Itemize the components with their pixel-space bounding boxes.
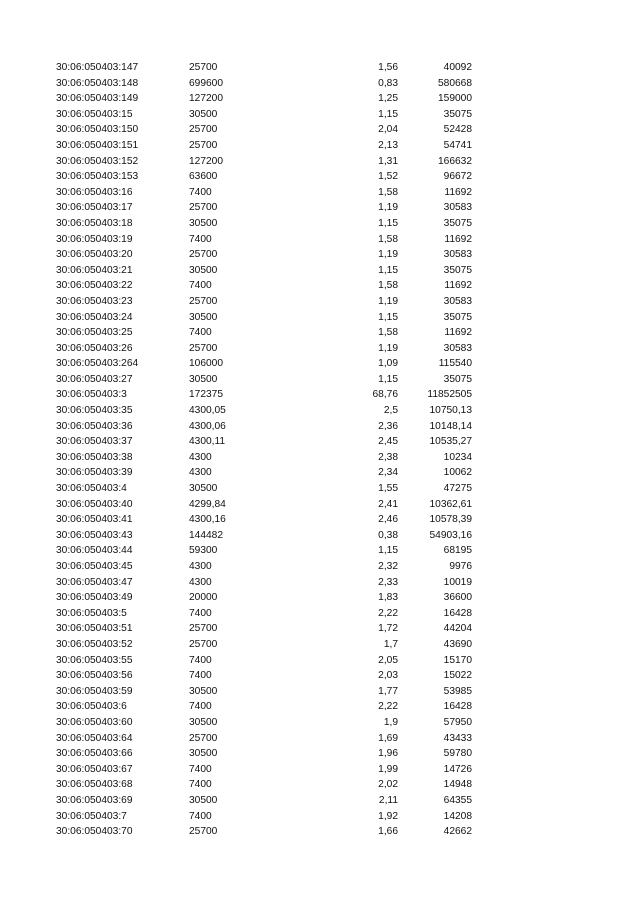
table-row bbox=[0, 341, 640, 357]
cadastral-number-cell: 30:06:050403:25 bbox=[56, 327, 133, 339]
cadastral-number-cell: 30:06:050403:64 bbox=[56, 732, 133, 744]
coefficient-cell: 2,36 bbox=[378, 420, 398, 432]
value-cell: 106000 bbox=[189, 358, 223, 370]
cadastral-number-cell: 30:06:050403:55 bbox=[56, 654, 133, 666]
value-cell: 4300 bbox=[189, 451, 212, 463]
total-cell: 11692 bbox=[444, 233, 472, 245]
value-cell: 4300 bbox=[189, 561, 212, 572]
total-cell: 10234 bbox=[443, 451, 472, 463]
value-cell: 30500 bbox=[189, 794, 218, 806]
cadastral-number-cell: 30:06:050403:41 bbox=[56, 514, 133, 526]
cadastral-number-cell: 30:06:050403:67 bbox=[56, 763, 133, 775]
table-row bbox=[0, 325, 640, 341]
value-cell: 63600 bbox=[189, 171, 218, 183]
cadastral-number-cell: 30:06:050403:20 bbox=[56, 249, 133, 261]
total-cell: 53985 bbox=[443, 685, 472, 697]
total-cell: 15170 bbox=[443, 654, 472, 666]
value-cell: 25700 bbox=[189, 249, 218, 261]
cadastral-number-cell: 30:06:050403:15 bbox=[56, 108, 133, 120]
value-cell: 4300,16 bbox=[189, 514, 226, 526]
coefficient-cell: 1,72 bbox=[378, 623, 398, 635]
table-row bbox=[0, 497, 640, 513]
table-row bbox=[0, 216, 640, 232]
table-row bbox=[0, 122, 640, 138]
table-row bbox=[0, 60, 640, 76]
cadastral-number-cell: 30:06:050403:147 bbox=[56, 62, 139, 73]
total-cell: 166632 bbox=[438, 155, 472, 167]
cadastral-number-cell: 30:06:050403:37 bbox=[56, 436, 133, 448]
cadastral-number-cell: 30:06:050403:22 bbox=[56, 280, 133, 292]
coefficient-cell: 1,9 bbox=[383, 716, 398, 728]
table-row bbox=[0, 637, 640, 653]
total-cell: 68195 bbox=[443, 545, 472, 557]
total-cell: 30583 bbox=[443, 202, 472, 214]
table-row bbox=[0, 450, 640, 466]
cadastral-number-cell: 30:06:050403:21 bbox=[56, 264, 133, 276]
total-cell: 11692 bbox=[444, 280, 472, 292]
value-cell: 30500 bbox=[189, 483, 218, 495]
cadastral-number-cell: 30:06:050403:43 bbox=[56, 529, 133, 541]
cadastral-number-cell: 30:06:050403:36 bbox=[56, 420, 133, 432]
coefficient-cell: 2,34 bbox=[378, 467, 398, 479]
total-cell: 30583 bbox=[443, 249, 472, 261]
coefficient-cell: 2,02 bbox=[378, 779, 398, 791]
cadastral-number-cell: 30:06:050403:152 bbox=[56, 155, 139, 167]
cadastral-number-cell: 30:06:050403:27 bbox=[56, 373, 133, 385]
value-cell: 30500 bbox=[189, 685, 218, 697]
cadastral-number-cell: 30:06:050403:38 bbox=[56, 451, 133, 463]
coefficient-cell: 2,03 bbox=[378, 670, 398, 682]
coefficient-cell: 1,15 bbox=[378, 545, 398, 557]
total-cell: 14726 bbox=[443, 763, 472, 775]
coefficient-cell: 2,5 bbox=[383, 405, 398, 417]
cadastral-number-cell: 30:06:050403:44 bbox=[56, 545, 133, 557]
total-cell: 54903,16 bbox=[429, 529, 472, 541]
cadastral-number-cell: 30:06:050403:35 bbox=[56, 405, 133, 417]
table-row bbox=[0, 138, 640, 154]
value-cell: 7400 bbox=[189, 779, 212, 791]
cadastral-number-cell: 30:06:050403:151 bbox=[56, 139, 139, 151]
cadastral-number-cell: 30:06:050403:39 bbox=[56, 467, 133, 479]
value-cell: 7400 bbox=[189, 233, 212, 245]
total-cell: 9976 bbox=[449, 561, 472, 572]
total-cell: 52428 bbox=[443, 124, 472, 136]
total-cell: 14948 bbox=[443, 779, 472, 791]
table-row bbox=[0, 559, 640, 575]
value-cell: 25700 bbox=[189, 623, 218, 635]
coefficient-cell: 1,69 bbox=[378, 732, 398, 744]
coefficient-cell: 1,19 bbox=[378, 295, 398, 307]
value-cell: 7400 bbox=[189, 607, 212, 619]
coefficient-cell: 2,04 bbox=[378, 124, 398, 136]
total-cell: 54741 bbox=[443, 139, 472, 151]
value-cell: 30500 bbox=[189, 716, 218, 728]
cadastral-number-cell: 30:06:050403:49 bbox=[56, 592, 133, 604]
value-cell: 172375 bbox=[189, 389, 223, 401]
value-cell: 30500 bbox=[189, 264, 218, 276]
coefficient-cell: 0,38 bbox=[378, 529, 398, 541]
coefficient-cell: 1,19 bbox=[378, 249, 398, 261]
table-row bbox=[0, 668, 640, 684]
coefficient-cell: 1,58 bbox=[378, 280, 398, 292]
total-cell: 43433 bbox=[443, 732, 472, 744]
table-row bbox=[0, 387, 640, 403]
cadastral-number-cell: 30:06:050403:6 bbox=[56, 701, 127, 713]
value-cell: 7400 bbox=[189, 670, 212, 682]
coefficient-cell: 1,25 bbox=[378, 93, 398, 105]
table-row bbox=[0, 575, 640, 591]
coefficient-cell: 1,15 bbox=[378, 217, 398, 229]
total-cell: 10062 bbox=[443, 467, 472, 479]
table-row bbox=[0, 653, 640, 669]
total-cell: 115540 bbox=[438, 358, 472, 370]
value-cell: 30500 bbox=[189, 108, 218, 120]
cadastral-number-cell: 30:06:050403:70 bbox=[56, 826, 133, 838]
coefficient-cell: 2,22 bbox=[378, 607, 398, 619]
cadastral-number-cell: 30:06:050403:66 bbox=[56, 748, 133, 760]
cadastral-number-cell: 30:06:050403:26 bbox=[56, 342, 133, 354]
table-row bbox=[0, 263, 640, 279]
table-row bbox=[0, 247, 640, 263]
value-cell: 25700 bbox=[189, 124, 218, 136]
table-row bbox=[0, 684, 640, 700]
total-cell: 35075 bbox=[443, 264, 472, 276]
value-cell: 127200 bbox=[189, 93, 223, 105]
total-cell: 580668 bbox=[438, 77, 472, 89]
total-cell: 30583 bbox=[443, 295, 472, 307]
table-row bbox=[0, 606, 640, 622]
total-cell: 159000 bbox=[438, 93, 472, 105]
cadastral-number-cell: 30:06:050403:150 bbox=[56, 124, 139, 136]
cadastral-number-cell: 30:06:050403:69 bbox=[56, 794, 133, 806]
table-row bbox=[0, 107, 640, 123]
table-row bbox=[0, 699, 640, 715]
total-cell: 35075 bbox=[443, 373, 472, 385]
coefficient-cell: 2,46 bbox=[378, 514, 398, 526]
value-cell: 699600 bbox=[189, 77, 223, 89]
total-cell: 15022 bbox=[443, 670, 472, 682]
coefficient-cell: 1,99 bbox=[378, 763, 398, 775]
cadastral-number-cell: 30:06:050403:68 bbox=[56, 779, 133, 791]
coefficient-cell: 1,7 bbox=[383, 638, 398, 650]
table-row bbox=[0, 528, 640, 544]
total-cell: 43690 bbox=[443, 638, 472, 650]
coefficient-cell: 1,15 bbox=[378, 264, 398, 276]
cadastral-number-cell: 30:06:050403:148 bbox=[56, 77, 139, 89]
coefficient-cell: 2,33 bbox=[378, 576, 398, 588]
value-cell: 25700 bbox=[189, 139, 218, 151]
total-cell: 40092 bbox=[443, 62, 472, 73]
total-cell: 11692 bbox=[444, 327, 472, 339]
cadastral-number-cell: 30:06:050403:153 bbox=[56, 171, 139, 183]
value-cell: 7400 bbox=[189, 327, 212, 339]
total-cell: 10578,39 bbox=[429, 514, 472, 526]
value-cell: 25700 bbox=[189, 202, 218, 214]
table-row bbox=[0, 372, 640, 388]
value-cell: 25700 bbox=[189, 638, 218, 650]
total-cell: 14208 bbox=[443, 810, 472, 822]
total-cell: 11692 bbox=[444, 186, 472, 198]
value-cell: 7400 bbox=[189, 763, 212, 775]
total-cell: 44204 bbox=[443, 623, 472, 635]
coefficient-cell: 1,96 bbox=[378, 748, 398, 760]
value-cell: 7400 bbox=[189, 810, 212, 822]
coefficient-cell: 2,32 bbox=[378, 561, 398, 572]
coefficient-cell: 1,66 bbox=[378, 826, 398, 838]
total-cell: 64355 bbox=[443, 794, 472, 806]
value-cell: 4300,05 bbox=[189, 405, 226, 417]
table-row bbox=[0, 169, 640, 185]
table-row bbox=[0, 76, 640, 92]
cadastral-number-cell: 30:06:050403:7 bbox=[56, 810, 127, 822]
coefficient-cell: 2,05 bbox=[378, 654, 398, 666]
value-cell: 30500 bbox=[189, 748, 218, 760]
value-cell: 25700 bbox=[189, 826, 218, 838]
coefficient-cell: 2,11 bbox=[378, 794, 398, 806]
cadastral-number-cell: 30:06:050403:4 bbox=[56, 483, 127, 495]
value-cell: 20000 bbox=[189, 592, 218, 604]
value-cell: 4300 bbox=[189, 576, 212, 588]
value-cell: 30500 bbox=[189, 373, 218, 385]
total-cell: 16428 bbox=[443, 607, 472, 619]
coefficient-cell: 1,83 bbox=[378, 592, 398, 604]
total-cell: 59780 bbox=[443, 748, 472, 760]
value-cell: 4300,06 bbox=[189, 420, 226, 432]
coefficient-cell: 1,56 bbox=[378, 62, 398, 73]
coefficient-cell: 1,19 bbox=[378, 342, 398, 354]
table-row bbox=[0, 731, 640, 747]
total-cell: 10019 bbox=[443, 576, 472, 588]
cadastral-number-cell: 30:06:050403:51 bbox=[56, 623, 133, 635]
value-cell: 4300 bbox=[189, 467, 212, 479]
table-row bbox=[0, 824, 640, 840]
table-row bbox=[0, 91, 640, 107]
table-row bbox=[0, 356, 640, 372]
total-cell: 36600 bbox=[443, 592, 472, 604]
total-cell: 35075 bbox=[443, 217, 472, 229]
total-cell: 35075 bbox=[443, 311, 472, 323]
table-row bbox=[0, 185, 640, 201]
cadastral-number-cell: 30:06:050403:24 bbox=[56, 311, 133, 323]
coefficient-cell: 1,15 bbox=[378, 108, 398, 120]
cadastral-number-cell: 30:06:050403:56 bbox=[56, 670, 133, 682]
table-row bbox=[0, 543, 640, 559]
cadastral-number-cell: 30:06:050403:23 bbox=[56, 295, 133, 307]
cadastral-number-cell: 30:06:050403:19 bbox=[56, 233, 133, 245]
value-cell: 144482 bbox=[189, 529, 223, 541]
total-cell: 10362,61 bbox=[429, 498, 472, 510]
total-cell: 57950 bbox=[443, 716, 472, 728]
cadastral-number-cell: 30:06:050403:52 bbox=[56, 638, 133, 650]
cadastral-number-cell: 30:06:050403:17 bbox=[56, 202, 133, 214]
table-row bbox=[0, 403, 640, 419]
table-row bbox=[0, 294, 640, 310]
table-row bbox=[0, 621, 640, 637]
coefficient-cell: 68,76 bbox=[372, 389, 398, 401]
value-cell: 7400 bbox=[189, 186, 212, 198]
cadastral-number-cell: 30:06:050403:18 bbox=[56, 217, 133, 229]
table-row bbox=[0, 746, 640, 762]
value-cell: 7400 bbox=[189, 654, 212, 666]
coefficient-cell: 2,13 bbox=[378, 139, 398, 151]
total-cell: 10535,27 bbox=[429, 436, 472, 448]
total-cell: 10148,14 bbox=[429, 420, 472, 432]
table-row bbox=[0, 419, 640, 435]
table-row bbox=[0, 481, 640, 497]
value-cell: 30500 bbox=[189, 217, 218, 229]
coefficient-cell: 1,58 bbox=[378, 186, 398, 198]
value-cell: 25700 bbox=[189, 732, 218, 744]
coefficient-cell: 1,58 bbox=[378, 233, 398, 245]
coefficient-cell: 2,45 bbox=[378, 436, 398, 448]
cadastral-number-cell: 30:06:050403:264 bbox=[56, 358, 139, 370]
cadastral-number-cell: 30:06:050403:59 bbox=[56, 685, 133, 697]
coefficient-cell: 2,38 bbox=[378, 451, 398, 463]
total-cell: 11852505 bbox=[427, 389, 472, 401]
table-row bbox=[0, 777, 640, 793]
total-cell: 42662 bbox=[443, 826, 472, 838]
coefficient-cell: 1,19 bbox=[378, 202, 398, 214]
table-row bbox=[0, 465, 640, 481]
coefficient-cell: 1,09 bbox=[378, 358, 398, 370]
table-row bbox=[0, 200, 640, 216]
coefficient-cell: 1,58 bbox=[378, 327, 398, 339]
cadastral-number-cell: 30:06:050403:16 bbox=[56, 186, 133, 198]
cadastral-number-cell: 30:06:050403:60 bbox=[56, 716, 133, 728]
table-row bbox=[0, 434, 640, 450]
table-row bbox=[0, 793, 640, 809]
coefficient-cell: 2,22 bbox=[378, 701, 398, 713]
value-cell: 7400 bbox=[189, 701, 212, 713]
cadastral-number-cell: 30:06:050403:47 bbox=[56, 576, 133, 588]
table-row bbox=[0, 512, 640, 528]
value-cell: 59300 bbox=[189, 545, 218, 557]
coefficient-cell: 1,15 bbox=[378, 373, 398, 385]
table-row bbox=[0, 310, 640, 326]
coefficient-cell: 1,55 bbox=[378, 483, 398, 495]
value-cell: 25700 bbox=[189, 342, 218, 354]
value-cell: 4299,84 bbox=[189, 498, 226, 510]
total-cell: 30583 bbox=[443, 342, 472, 354]
table-row bbox=[0, 154, 640, 170]
total-cell: 16428 bbox=[443, 701, 472, 713]
table-row bbox=[0, 232, 640, 248]
value-cell: 25700 bbox=[189, 295, 218, 307]
coefficient-cell: 1,31 bbox=[378, 155, 398, 167]
cadastral-number-cell: 30:06:050403:149 bbox=[56, 93, 139, 105]
coefficient-cell: 1,15 bbox=[378, 311, 398, 323]
cadastral-number-cell: 30:06:050403:40 bbox=[56, 498, 133, 510]
value-cell: 4300,11 bbox=[189, 436, 226, 448]
table-row bbox=[0, 278, 640, 294]
coefficient-cell: 0,83 bbox=[378, 77, 398, 89]
cadastral-number-cell: 30:06:050403:3 bbox=[56, 389, 127, 401]
value-cell: 127200 bbox=[189, 155, 223, 167]
coefficient-cell: 1,92 bbox=[378, 810, 398, 822]
coefficient-cell: 1,77 bbox=[378, 685, 398, 697]
data-table bbox=[0, 60, 640, 840]
table-row bbox=[0, 590, 640, 606]
table-row bbox=[0, 809, 640, 825]
value-cell: 25700 bbox=[189, 62, 218, 73]
coefficient-cell: 1,52 bbox=[378, 171, 398, 183]
table-row bbox=[0, 715, 640, 731]
total-cell: 47275 bbox=[443, 483, 472, 495]
coefficient-cell: 2,41 bbox=[378, 498, 398, 510]
total-cell: 10750,13 bbox=[429, 405, 472, 417]
cadastral-number-cell: 30:06:050403:5 bbox=[56, 607, 127, 619]
total-cell: 35075 bbox=[443, 108, 472, 120]
table-row bbox=[0, 762, 640, 778]
value-cell: 30500 bbox=[189, 311, 218, 323]
total-cell: 96672 bbox=[443, 171, 472, 183]
cadastral-number-cell: 30:06:050403:45 bbox=[56, 561, 133, 572]
value-cell: 7400 bbox=[189, 280, 212, 292]
